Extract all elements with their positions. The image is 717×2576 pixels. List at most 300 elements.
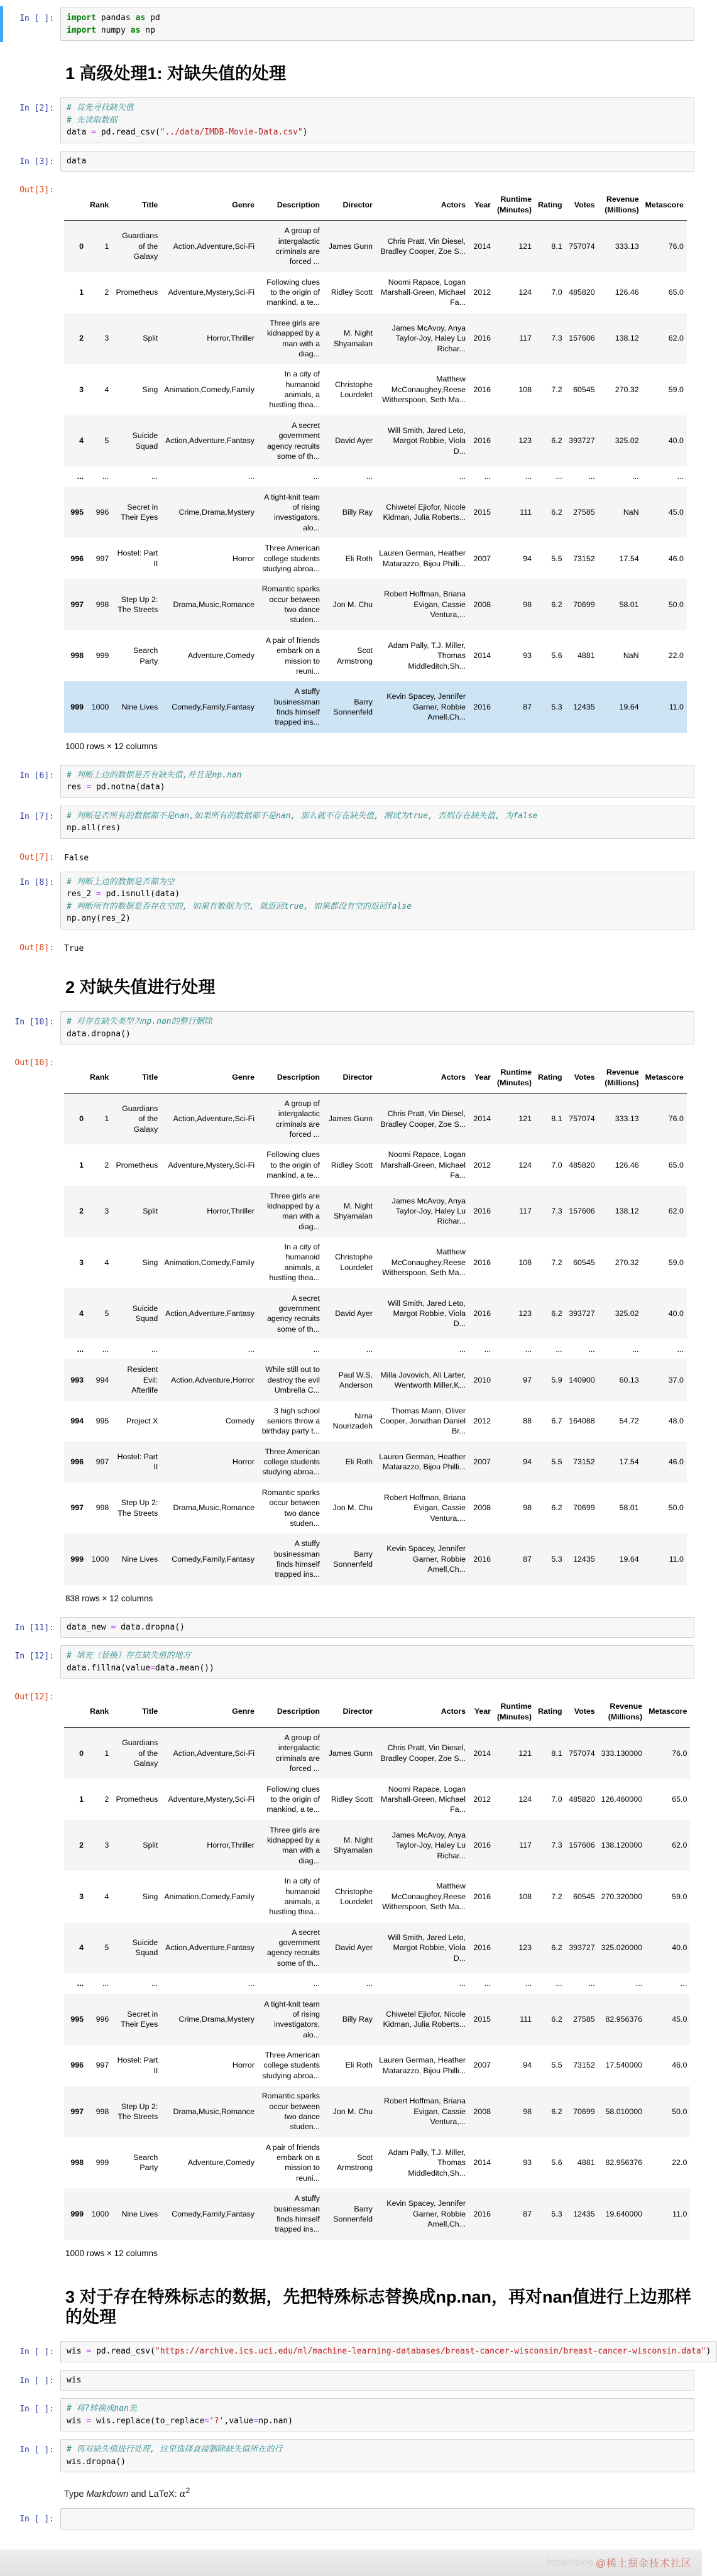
cell-prompt: In [10]: [14,1017,54,1028]
table-header-row [64,1696,690,1727]
table-cell: 62.0 [672,1841,687,1850]
code-input[interactable] [60,2439,694,2472]
table-cell: Horror,Thriller [207,334,255,343]
table-row [64,1973,690,1993]
table-cell: Prometheus [116,1794,158,1804]
table-cell: 7.2 [551,1258,562,1267]
row-index: 995 [70,2015,84,2024]
table-cell: 1 [104,241,109,251]
table-cell: Guardians of the Galaxy [122,1104,158,1134]
table-cell: 6.2 [551,1943,562,1953]
table-row [64,1779,690,1820]
table-row [64,2045,690,2086]
table-cell: Nine Lives [121,1554,158,1564]
table-cell: Resident Evil: Afterlife [127,1365,158,1395]
table-cell: In a city of humanoid animals, a hustling thea... [269,1242,320,1283]
table-cell: 59.0 [672,1892,687,1901]
table-cell: 12435 [573,2209,595,2218]
column-header: Year [469,189,494,220]
table-row [64,2188,690,2240]
table-cell: 164088 [569,1416,595,1425]
table-cell: Following clues to the origin of mankind, a te... [266,1784,320,1814]
column-header: Title [112,1062,161,1093]
column-header: Director [323,1062,376,1093]
table-cell: Drama,Music,Romance [173,2107,255,2116]
table-cell: 2016 [473,385,491,394]
table-cell: 3 [104,1841,109,1850]
row-index: 1 [79,1794,84,1804]
row-index: 1 [79,1160,84,1170]
table-cell: 7.2 [551,1892,562,1901]
table-cell: 124 [518,1794,532,1804]
table-row [64,364,687,415]
table-cell: 5.3 [551,2209,562,2218]
table-cell: 5.6 [551,651,562,660]
table-row [64,1483,687,1534]
table-row [64,1442,687,1483]
cell-prompt: In [ ]: [19,2376,54,2386]
table-row [64,1922,690,1974]
table-cell: 2012 [473,1794,491,1804]
column-header: Description [258,1062,323,1093]
cell-prompt: In [8]: [19,877,54,887]
table-cell: 11.0 [669,1554,684,1564]
table-cell: 2016 [473,436,491,446]
table-cell: Ridley Scott [331,288,373,297]
table-cell: Three girls are kidnapped by a man with a diag... [266,1191,320,1231]
table-cell: ... [681,1979,687,1988]
table-cell: Hostel: Part II [117,2056,158,2075]
table-cell: James Gunn [328,241,373,251]
table-cell: 37.0 [668,1375,684,1384]
table-cell: ... [484,1979,491,1988]
code-input[interactable] [60,765,694,798]
code-input[interactable] [60,1011,694,1044]
cell-prompt: In [ ]: [19,2514,54,2524]
table-cell: ... [588,472,595,481]
table-cell: Suicide Squad [132,431,158,451]
table-cell: 2014 [473,1748,491,1758]
table-cell: 2008 [473,1503,491,1513]
table-cell: 98 [523,600,532,609]
table-cell: Nine Lives [121,702,158,711]
column-header: Description [258,189,323,220]
table-cell: 45.0 [668,508,684,517]
output-content [60,1052,698,1609]
table-cell: Chris Pratt, Vin Diesel, Bradley Cooper, Zoe S... [380,1109,466,1129]
table-cell: ... [313,472,320,481]
column-header: Rank [87,1696,112,1727]
table-cell: 6.2 [551,2015,562,2024]
code-cell [0,2394,702,2435]
table-cell: Nine Lives [121,2209,158,2218]
table-cell: ... [677,472,684,481]
table-cell: ... [313,1979,320,1988]
table-cell: 998 [96,1503,109,1513]
table-cell: M. Night Shyamalan [334,329,373,348]
table-cell: 157606 [569,334,595,343]
row-index: 997 [70,600,84,609]
row-index: 994 [70,1416,84,1425]
column-header: Actors [376,1696,469,1727]
table-cell: Following clues to the origin of mankind, a te... [266,1150,320,1180]
table-cell: 73152 [573,554,595,563]
table-cell: 2012 [473,1160,491,1170]
table-cell: 8.1 [551,241,562,251]
code-line: # 判断是否所有的数据都不是nan,如果所有的数据都不是nan, 那么就不存在缺失值, 测试为true, 否则存在缺失值, 为false [67,811,538,821]
table-cell: James Gunn [328,1114,373,1124]
table-cell: A secret government agency recruits some of th... [266,1927,320,1968]
table-cell: In a city of humanoid animals, a hustling thea... [269,1877,320,1917]
table-cell: 157606 [569,1207,595,1216]
table-cell: Jon M. Chu [332,1503,373,1513]
table-cell: Step Up 2: The Streets [118,2102,158,2121]
table-cell: David Ayer [335,1943,373,1953]
table-cell: A stuffy businessman finds himself trapped ins... [273,687,320,727]
column-header: Genre [161,1062,258,1093]
table-cell: While still out to destroy the evil Umbrella C... [265,1365,320,1395]
table-cell: 2012 [473,288,491,297]
table-cell: Robert Hoffman, Briana Evigan, Cassie Ventura,... [384,1493,466,1523]
table-cell: 270.32 [615,385,639,394]
code-line: data_new = data.dropna() [67,1622,185,1632]
table-cell: Barry Sonnenfeld [333,2204,373,2223]
table-cell: 2 [104,1794,109,1804]
table-cell: Horror,Thriller [207,1207,255,1216]
table-cell: 1000 [91,1554,109,1564]
cell-prompt [0,48,60,90]
table-cell: Suicide Squad [132,1938,158,1958]
code-line: # 先读取数据 [67,115,118,125]
table-cell: 73152 [573,2061,595,2070]
code-cell [0,2504,702,2533]
table-cell: 70699 [573,1503,595,1513]
table-cell: Following clues to the origin of mankind, a te... [266,277,320,307]
table-cell: 6.2 [551,508,562,517]
output-content [60,179,698,757]
table-cell: 46.0 [672,2061,687,2070]
code-input[interactable] [60,2508,694,2529]
code-cell [0,1613,702,1642]
code-input[interactable] [60,151,694,172]
table-cell: 111 [520,508,532,517]
table-cell: 73152 [573,1457,595,1467]
table-cell: A tight-knit team of rising investigators, alo... [264,1999,320,2039]
table-cell: Romantic sparks occur between two dance studen... [261,1488,320,1528]
watermark-strip [0,2550,702,2576]
table-cell: 124 [518,1160,532,1170]
column-header: Actors [376,189,469,220]
table-cell: ... [484,472,491,481]
code-input[interactable] [60,97,694,143]
table-row [64,538,687,579]
code-input[interactable] [60,2341,717,2362]
table-cell: David Ayer [335,1309,373,1318]
table-cell: 19.640000 [605,2209,643,2218]
table-row [64,1728,690,1779]
table-cell: 59.0 [668,1258,684,1267]
table-cell: Drama,Music,Romance [173,1503,255,1513]
table-row [64,1237,687,1288]
table-cell: Thomas Mann, Oliver Cooper, Jonathan Daniel Br... [380,1406,466,1436]
table-cell: 60545 [573,385,595,394]
table-cell: Horror,Thriller [207,1841,255,1850]
column-header: Rating [535,1696,566,1727]
table-cell: 270.320000 [601,1892,643,1901]
table-cell: Will Smith, Jared Leto, Margot Robbie, Viola D... [388,1298,466,1329]
table-row [64,1401,687,1442]
table-dimensions: 838 rows × 12 columns [65,1593,153,1603]
code-line: wis = pd.read_csv("https://archive.ics.uci.edu/ml/machine-learning-databases/breast-cancer-wisconsin/breast-cancer-wisconsin.data") [67,2347,711,2357]
table-row [64,272,687,313]
table-cell: M. Night Shyamalan [334,1201,373,1221]
table-cell: 50.0 [672,2107,687,2116]
table-cell: Project X [126,1416,158,1425]
code-line: res_2 = pd.isnull(data) [67,889,180,899]
table-cell: Kevin Spacey, Jennifer Garner, Robbie Amell,Ch... [386,2199,466,2229]
table-cell: 19.64 [619,1554,639,1564]
table-cell: 2016 [473,1207,491,1216]
table-cell: Will Smith, Jared Leto, Margot Robbie, Viola D... [388,425,466,456]
table-cell: Split [143,1841,158,1850]
table-cell: 997 [96,1457,109,1467]
table-cell: 60.13 [619,1375,639,1384]
table-cell: Kevin Spacey, Jennifer Garner, Robbie Amell,Ch... [386,1544,466,1574]
table-cell: 7.0 [551,1794,562,1804]
column-header: Votes [566,1696,598,1727]
table-cell: 12435 [573,1554,595,1564]
table-cell: 98 [523,2107,532,2116]
row-index: 997 [70,1503,84,1513]
markdown-cell [0,2476,702,2504]
table-cell: Horror [232,1457,255,1467]
table-row [64,487,687,539]
column-header [64,1062,87,1093]
table-cell: Action,Adventure,Sci-Fi [173,241,255,251]
cell-prompt [0,2272,60,2334]
table-cell: Nima Nourizadeh [332,1411,373,1431]
table-cell: 333.13 [615,241,639,251]
table-cell: ... [556,1345,562,1354]
table-cell: 393727 [569,1943,595,1953]
table-cell: 121 [518,1114,532,1124]
table-cell: 999 [96,651,109,660]
markdown-content [60,2272,698,2334]
code-input[interactable] [60,2398,694,2431]
table-row [64,1288,687,1340]
table-cell: 126.46 [615,1160,639,1170]
table-cell: Three American college students studying abroa... [262,2051,320,2080]
cell-prompt: In [7]: [19,811,54,821]
row-index: 999 [70,1554,84,1564]
table-cell: Crime,Drama,Mystery [178,2015,255,2024]
table-cell: 70699 [573,2107,595,2116]
cell-prompt: Out[7]: [19,852,54,862]
code-cell [0,94,702,147]
table-cell: 2016 [473,1309,491,1318]
table-cell: 7.3 [551,334,562,343]
table-cell: 2016 [473,1943,491,1953]
table-cell: 2008 [473,2107,491,2116]
table-cell: 6.2 [551,436,562,446]
row-index: 2 [79,334,84,343]
table-cell: Three American college students studying abroa... [262,544,320,573]
table-cell: 325.02 [615,1309,639,1318]
watermark-url: https://blog. [547,2557,596,2568]
column-header: Metascore [642,189,687,220]
table-cell: Sing [142,1258,158,1267]
code-input[interactable] [60,8,694,41]
table-cell: 60545 [573,1892,595,1901]
table-cell: 5 [104,1943,109,1953]
cell-prompt: Out[3]: [19,185,54,195]
code-line: data.fillna(value=data.mean()) [67,1663,214,1673]
table-cell: ... [102,1345,109,1354]
table-cell: 22.0 [668,651,684,660]
column-header: Genre [161,1696,258,1727]
table-cell: 70699 [573,600,595,609]
table-cell: ... [588,1345,595,1354]
table-cell: 108 [518,1892,532,1901]
table-cell: ... [151,1345,158,1354]
table-cell: Prometheus [116,1160,158,1170]
table-cell: Comedy,Family,Fantasy [172,702,255,711]
table-cell: A pair of friends embark on a mission to reuni... [265,635,320,676]
table-cell: 65.0 [672,1794,687,1804]
column-header [64,1696,87,1727]
table-cell: Billy Ray [342,2015,373,2024]
table-cell: Will Smith, Jared Leto, Margot Robbie, Viola D... [388,1932,466,1963]
code-line: res = pd.notna(data) [67,782,165,792]
table-cell: Three girls are kidnapped by a man with a diag... [266,1825,320,1865]
table-cell: 76.0 [668,1114,684,1124]
table-cell: 757074 [569,1748,595,1758]
table-cell: Eli Roth [345,554,373,563]
markdown-cell [0,45,702,94]
table-cell: 108 [518,1258,532,1267]
table-cell: 93 [523,651,532,660]
row-index: 993 [70,1375,84,1384]
table-cell: 2016 [473,1892,491,1901]
table-cell: 82.956376 [605,2015,643,2024]
column-header: Votes [566,1062,598,1093]
table-cell: Adam Pally, T.J. Miller, Thomas Middleditch,Sh... [388,2147,466,2178]
section-heading: 1 高级处理1: 对缺失值的处理 [65,64,287,83]
row-index: 997 [70,2107,84,2116]
table-cell: Crime,Drama,Mystery [178,508,255,517]
table-cell: ... [151,1979,158,1988]
table-cell: 4881 [577,651,595,660]
row-index: 995 [70,508,84,517]
table-cell: 17.54 [619,554,639,563]
cell-prompt: Out[12]: [14,1692,54,1702]
table-header-row [64,1062,687,1093]
table-cell: 1 [104,1114,109,1124]
table-cell: 54.72 [619,1416,639,1425]
table-cell: 325.020000 [601,1943,643,1953]
table-row [64,1093,687,1144]
table-row [64,2086,690,2137]
table-cell: 5.3 [551,702,562,711]
table-cell: ... [248,472,255,481]
code-cell [0,868,702,933]
table-cell: Matthew McConaughey,Reese Witherspoon, Seth Ma... [382,1247,466,1277]
cell-prompt: In [12]: [14,1652,54,1662]
row-index: 999 [70,2209,84,2218]
table-cell: Sing [142,1892,158,1901]
row-index: 999 [70,702,84,711]
column-header: Rank [87,1062,112,1093]
code-cell [0,802,702,843]
table-cell: Christophe Lourdelet [335,380,373,400]
table-cell: A tight-knit team of rising investigators, alo... [264,492,320,532]
table-cell: Action,Adventure,Fantasy [165,436,255,446]
code-input[interactable] [60,1645,694,1679]
table-cell: 998 [96,600,109,609]
code-line [67,2513,688,2525]
table-cell: 87 [523,1554,532,1564]
row-index: 3 [79,1258,84,1267]
code-line: data.dropna() [67,1029,131,1039]
table-cell: M. Night Shyamalan [334,1836,373,1855]
column-header: Genre [161,189,258,220]
table-cell: Scot Armstrong [336,646,373,666]
table-cell: ... [248,1979,255,1988]
table-cell: 5 [104,1309,109,1318]
table-row [64,1359,687,1400]
row-index: 3 [79,1892,84,1901]
table-cell: Billy Ray [342,508,373,517]
table-cell: 995 [96,1416,109,1425]
table-cell: 2016 [473,1258,491,1267]
table-cell: 87 [523,2209,532,2218]
markdown-cell [0,2268,702,2338]
row-index: 996 [70,2061,84,2070]
table-cell: ... [459,1979,466,1988]
table-cell: 1000 [91,702,109,711]
table-cell: 117 [519,1841,532,1850]
row-index: 996 [70,1457,84,1467]
table-cell: NaN [623,508,639,517]
code-input[interactable] [60,806,694,839]
table-cell: 94 [523,2061,532,2070]
table-cell: 93 [523,2158,532,2168]
table-cell: 11.0 [669,702,684,711]
table-cell: 76.0 [672,1748,687,1758]
table-cell: A group of intergalactic criminals are forced ... [275,226,320,266]
table-cell: 65.0 [668,1160,684,1170]
code-input[interactable] [60,2370,694,2391]
cell-prompt: In [3]: [19,156,54,167]
row-index: 2 [79,1841,84,1850]
table-cell: 82.956376 [605,2158,643,2168]
table-cell: Adam Pally, T.J. Miller, Thomas Middleditch,Sh... [388,640,466,671]
table-cell: ... [459,1345,466,1354]
table-row [64,1820,690,1872]
code-input[interactable] [60,872,694,929]
cell-prompt: In [ ]: [19,2347,54,2357]
output-area [0,843,702,868]
cell-prompt: In [ ]: [19,2404,54,2414]
code-input[interactable] [60,1617,694,1638]
table-cell: Chiwetel Ejiofor, Nicole Kidman, Julia Roberts... [383,503,466,522]
section-heading: 3 对于存在特殊标志的数据，先把特殊标志替换成np.nan，再对nan值进行上边那样的处理 [65,2287,692,2327]
table-row [64,415,687,467]
table-cell: ... [556,472,562,481]
markdown-placeholder[interactable]: Type Markdown and LaTeX: $\alpha^2$ [64,2486,190,2500]
table-cell: Hostel: Part II [117,1452,158,1472]
code-line: # 判断上边的数据是否都为空 [67,877,175,887]
